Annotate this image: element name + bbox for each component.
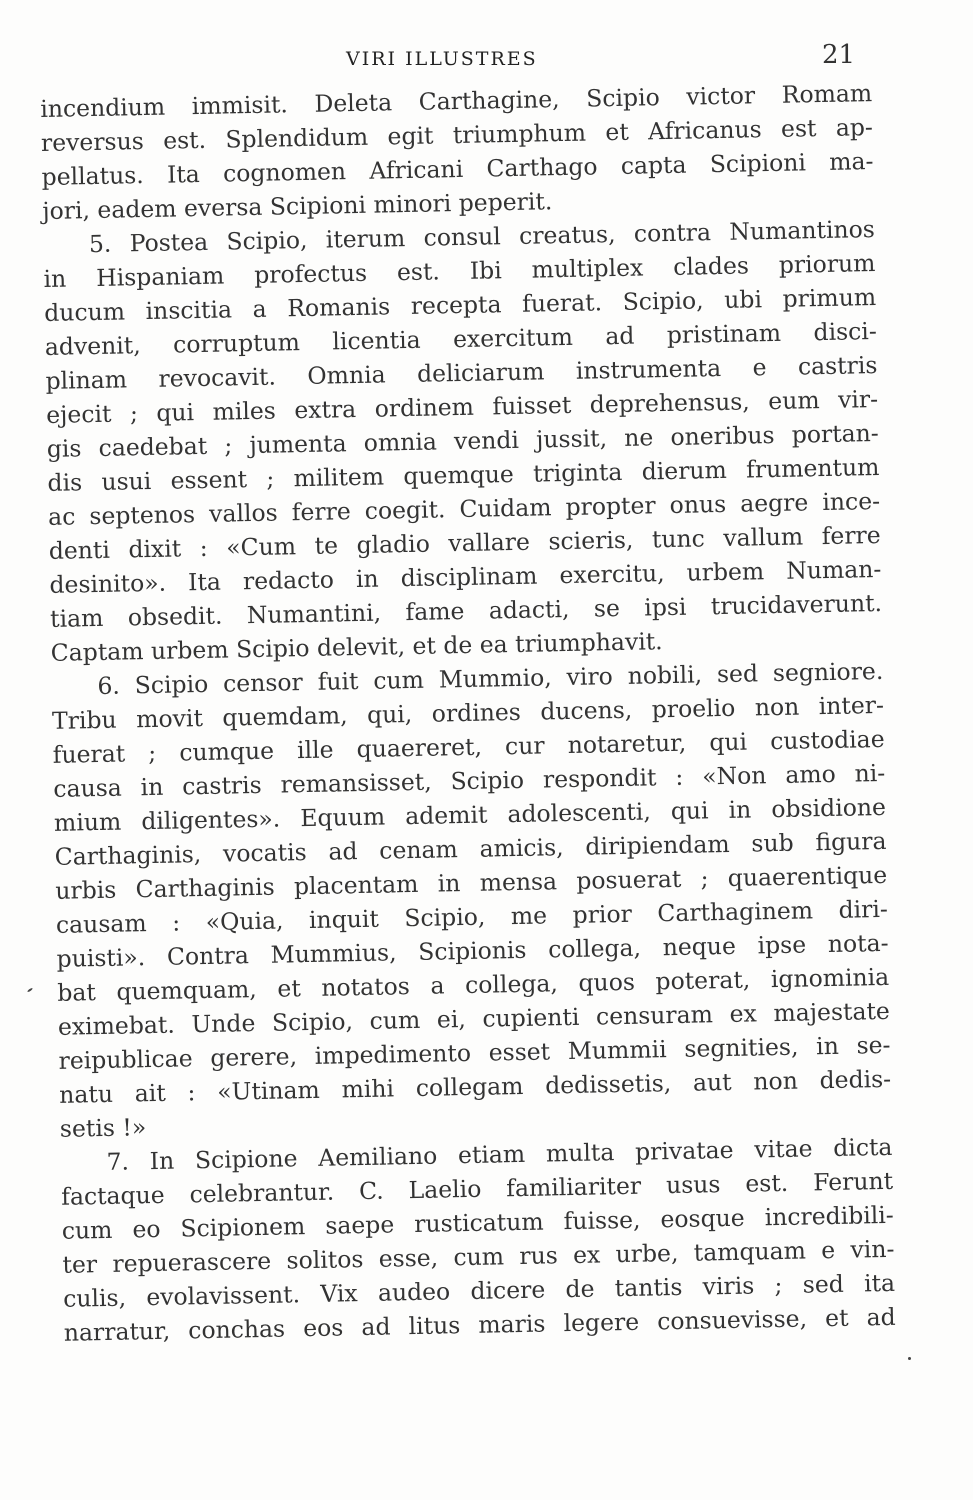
- text-line: denti dixit : «Cum te gladio vallare scieris, tunc vallum ferre: [48, 520, 881, 565]
- text-line: natu ait : «Utinam mihi collegam dedissetis, aut non dedis-: [58, 1064, 892, 1109]
- text-line: advenit, corruptum licentia exercitum ad pristinam disci-: [44, 316, 878, 361]
- text-line: bat quemquam, et notatos a collega, quos poterat, ignominia: [57, 962, 890, 1007]
- text-line: ac septenos vallos ferre coegit. Cuidam propter onus aegre ince-: [47, 486, 881, 531]
- text-line: cum eo Scipionem saepe rusticatum fuisse, eosque incredibili-: [61, 1200, 894, 1245]
- print-speck: [27, 987, 33, 992]
- text-line: 6. Scipio censor fuit cum Mummio, viro nobili, sed segniore.: [97, 656, 884, 701]
- text-line: causam : «Quia, inquit Scipio, me prior Carthaginem diri-: [55, 894, 889, 939]
- text-line: ter repuerascere solitos esse, cum rus ex urbe, tamquam e vin-: [62, 1234, 895, 1279]
- text-line: urbis Carthaginis placentam in mensa posuerat ; quaerentique: [55, 860, 888, 905]
- text-line: narratur, conchas eos ad litus maris legere consuevisse, et ad: [63, 1302, 896, 1347]
- text-line: Carthaginis, vocatis ad cenam amicis, diripiendam sub figura: [54, 826, 887, 871]
- text-line: ejecit ; qui miles extra ordinem fuisset deprehensus, eum vir-: [45, 384, 879, 429]
- text-line: fuerat ; cumque ille quaereret, cur notaretur, qui custodiae: [52, 724, 885, 769]
- print-speck: [908, 1357, 911, 1360]
- text-line: culis, evolavissent. Vix audeo dicere de tantis viris ; sed ita: [62, 1268, 896, 1313]
- text-line: puisti». Contra Mummius, Scipionis collega, neque ipse nota-: [56, 928, 889, 973]
- text-line: Captam urbem Scipio delevit, et de ea triumphavit.: [50, 627, 663, 667]
- text-line: reversus est. Splendidum egit triumphum et Africanus est ap-: [40, 113, 874, 157]
- page-header: [0, 40, 973, 74]
- text-line: factaque celebrantur. C. Laelio familiariter usus est. Ferunt: [60, 1166, 894, 1211]
- text-line: reipublicae gerere, impedimento esset Mummii segnities, in se-: [58, 1030, 891, 1075]
- text-line: pellatus. Ita cognomen Africani Carthago capta Scipioni ma-: [41, 147, 874, 191]
- text-line: plinam revocavit. Omnia deliciarum instrumenta e castris: [45, 350, 878, 395]
- text-line: dis usui essent ; militem quemque triginta dierum frumentum: [47, 452, 880, 497]
- text-line: 7. In Scipione Aemiliano etiam multa privatae vitae dicta: [106, 1132, 893, 1176]
- text-line: jori, eadem eversa Scipioni minori peperit.: [42, 187, 553, 225]
- text-line: Tribu movit quemdam, qui, ordines ducens, proelio non inter-: [51, 690, 885, 735]
- page-number: 21: [822, 40, 856, 70]
- text-line: causa in castris remansisset, Scipio respondit : «Non amo ni-: [53, 758, 886, 803]
- text-line: ducum inscitia a Romanis recepta fuerat. Scipio, ubi primum: [43, 282, 877, 327]
- text-line: 5. Postea Scipio, iterum consul creatus, contra Numantinos: [88, 215, 876, 259]
- text-line: gis caedebat ; jumenta omnia vendi jussit, ne oneribus portan-: [46, 418, 879, 463]
- text-line: desinito». Ita redacto in disciplinam exercitu, urbem Numan-: [49, 554, 882, 599]
- text-line: in Hispaniam profectus est. Ibi multiplex clades priorum: [43, 248, 876, 293]
- text-line: eximebat. Unde Scipio, cum ei, cupienti censuram ex majestate: [57, 996, 891, 1041]
- text-line: setis !»: [59, 1113, 147, 1143]
- text-line: mium diligentes». Equum ademit adolescenti, qui in obsidione: [53, 792, 887, 837]
- text-line: tiam obsedit. Numantini, fame adacti, se ipsi trucidaverunt.: [49, 588, 883, 633]
- body-text: [40, 76, 896, 1350]
- text-line: incendium immisit. Deleta Carthagine, Scipio victor Romam: [40, 79, 873, 123]
- running-title: VIRI ILLUSTRES: [346, 48, 538, 70]
